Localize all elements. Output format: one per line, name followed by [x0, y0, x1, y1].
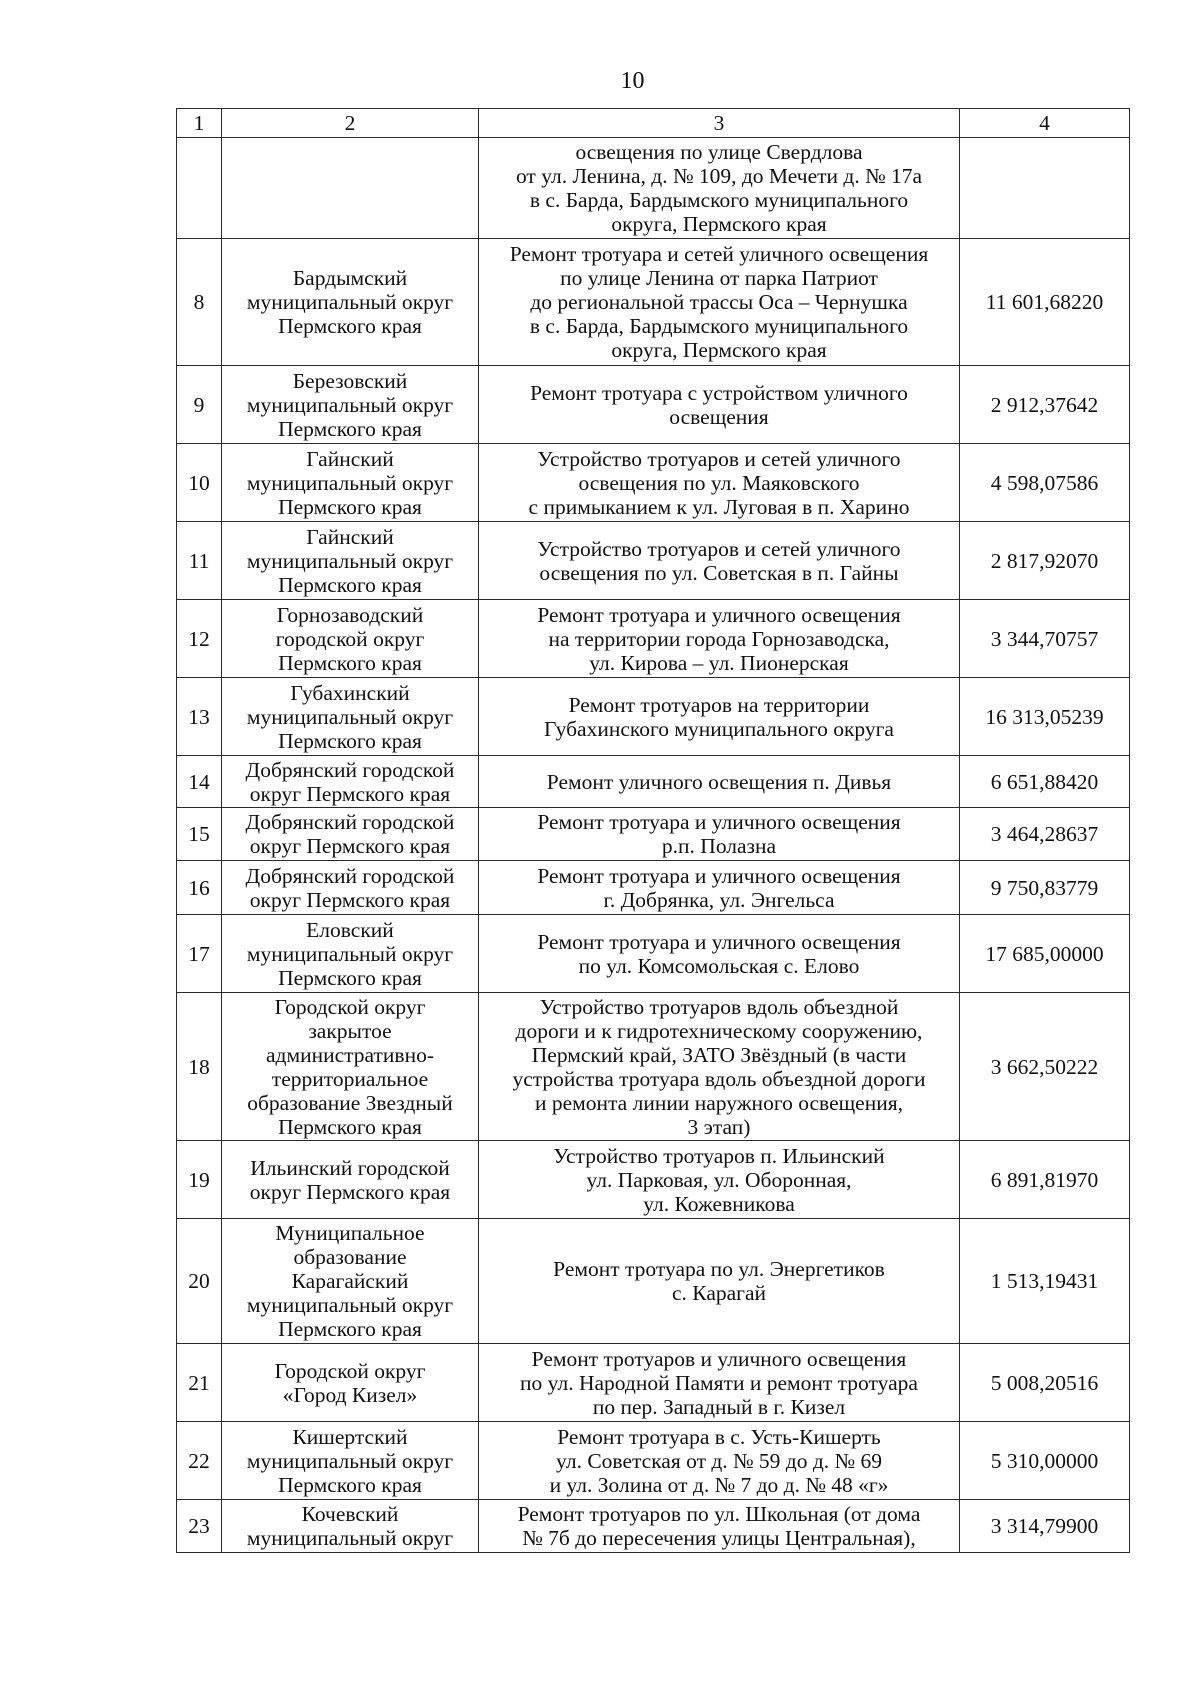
row-number: 23	[177, 1500, 222, 1553]
row-amount: 6 651,88420	[960, 756, 1130, 808]
row-description: Ремонт тротуаров по ул. Школьная (от дома № 7б до пересечения улицы Центральная),	[479, 1500, 960, 1553]
row-amount: 2 912,37642	[960, 366, 1130, 444]
row-organization: Городской округ закрытое административно- территориальное образование Звездный Пермского края	[222, 993, 479, 1141]
row-amount: 3 662,50222	[960, 993, 1130, 1141]
row-organization: Кишертский муниципальный округ Пермского края	[222, 1422, 479, 1500]
row-organization: Муниципальное образование Карагайский муниципальный округ Пермского края	[222, 1219, 479, 1344]
table-row	[177, 756, 1130, 808]
table-row	[177, 239, 1130, 366]
row-number: 11	[177, 522, 222, 600]
row-number: 8	[177, 239, 222, 366]
row-amount: 5 310,00000	[960, 1422, 1130, 1500]
row-number: 18	[177, 993, 222, 1141]
row-organization: Добрянский городской округ Пермского края	[222, 808, 479, 861]
table-row	[177, 1422, 1130, 1500]
row-amount: 6 891,81970	[960, 1141, 1130, 1219]
row-description: Ремонт тротуара с устройством уличного освещения	[479, 366, 960, 444]
row-organization: Березовский муниципальный округ Пермского края	[222, 366, 479, 444]
row-organization: Добрянский городской округ Пермского края	[222, 756, 479, 808]
row-amount: 5 008,20516	[960, 1344, 1130, 1422]
header-cell-amount: 4	[960, 109, 1130, 138]
row-amount	[960, 138, 1130, 239]
row-description: Ремонт тротуара и сетей уличного освещения по улице Ленина от парка Патриот до региональной трассы Оса – Чернушка в с. Барда, Бардымского муниципального округа, Пермского края	[479, 239, 960, 366]
row-organization: Ильинский городской округ Пермского края	[222, 1141, 479, 1219]
row-number: 16	[177, 861, 222, 915]
row-number: 22	[177, 1422, 222, 1500]
row-organization: Гайнский муниципальный округ Пермского края	[222, 444, 479, 522]
row-organization: Горнозаводский городской округ Пермского края	[222, 600, 479, 678]
row-amount: 9 750,83779	[960, 861, 1130, 915]
table-row	[177, 444, 1130, 522]
row-description: Ремонт тротуаров и уличного освещения по ул. Народной Памяти и ремонт тротуара по пер. Западный в г. Кизел	[479, 1344, 960, 1422]
row-description: освещения по улице Свердлова от ул. Ленина, д. № 109, до Мечети д. № 17а в с. Барда, Бардымского муниципального округа, Пермского края	[479, 138, 960, 239]
row-description: Ремонт тротуара в с. Усть-Кишерть ул. Советская от д. № 59 до д. № 69 и ул. Золина от д. № 7 до д. № 48 «г»	[479, 1422, 960, 1500]
header-cell-number: 1	[177, 109, 222, 138]
row-organization: Бардымский муниципальный округ Пермского края	[222, 239, 479, 366]
row-amount: 3 344,70757	[960, 600, 1130, 678]
row-description: Ремонт тротуаров на территории Губахинского муниципального округа	[479, 678, 960, 756]
row-number: 9	[177, 366, 222, 444]
row-number: 12	[177, 600, 222, 678]
table-row	[177, 1141, 1130, 1219]
header-cell-organization: 2	[222, 109, 479, 138]
header-cell-description: 3	[479, 109, 960, 138]
page-number: 10	[620, 68, 645, 94]
row-organization: Городской округ «Город Кизел»	[222, 1344, 479, 1422]
table-row	[177, 678, 1130, 756]
table-row	[177, 366, 1130, 444]
row-amount: 1 513,19431	[960, 1219, 1130, 1344]
row-organization: Кочевский муниципальный округ	[222, 1500, 479, 1553]
row-description: Ремонт уличного освещения п. Дивья	[479, 756, 960, 808]
row-description: Ремонт тротуара и уличного освещения на территории города Горнозаводска, ул. Кирова – ул. Пионерская	[479, 600, 960, 678]
table-row	[177, 138, 1130, 239]
table-row	[177, 861, 1130, 915]
row-amount: 4 598,07586	[960, 444, 1130, 522]
row-number: 20	[177, 1219, 222, 1344]
table-row	[177, 993, 1130, 1141]
table-header-row	[177, 109, 1130, 138]
table-row	[177, 1500, 1130, 1553]
table-row	[177, 600, 1130, 678]
row-description: Ремонт тротуара и уличного освещения р.п. Полазна	[479, 808, 960, 861]
row-description: Устройство тротуаров и сетей уличного освещения по ул. Маяковского с примыканием к ул. Луговая в п. Харино	[479, 444, 960, 522]
row-description: Устройство тротуаров вдоль объездной дороги и к гидротехническому сооружению, Пермский край, ЗАТО Звёздный (в части устройства тротуара вдоль объездной дороги и ремонта линии наружного освещения, 3 этап)	[479, 993, 960, 1141]
funding-table	[176, 108, 1130, 1553]
row-description: Ремонт тротуара по ул. Энергетиков с. Карагай	[479, 1219, 960, 1344]
row-organization: Добрянский городской округ Пермского края	[222, 861, 479, 915]
row-description: Устройство тротуаров п. Ильинский ул. Парковая, ул. Оборонная, ул. Кожевникова	[479, 1141, 960, 1219]
row-amount: 2 817,92070	[960, 522, 1130, 600]
table-row	[177, 915, 1130, 993]
row-amount: 16 313,05239	[960, 678, 1130, 756]
row-organization: Губахинский муниципальный округ Пермского края	[222, 678, 479, 756]
row-number	[177, 138, 222, 239]
row-organization: Гайнский муниципальный округ Пермского края	[222, 522, 479, 600]
row-number: 15	[177, 808, 222, 861]
row-organization	[222, 138, 479, 239]
row-description: Устройство тротуаров и сетей уличного освещения по ул. Советская в п. Гайны	[479, 522, 960, 600]
row-organization: Еловский муниципальный округ Пермского края	[222, 915, 479, 993]
row-number: 10	[177, 444, 222, 522]
row-number: 19	[177, 1141, 222, 1219]
row-number: 21	[177, 1344, 222, 1422]
row-number: 13	[177, 678, 222, 756]
table-row	[177, 1344, 1130, 1422]
row-number: 14	[177, 756, 222, 808]
table-row	[177, 1219, 1130, 1344]
row-amount: 11 601,68220	[960, 239, 1130, 366]
table-row	[177, 808, 1130, 861]
row-number: 17	[177, 915, 222, 993]
row-description: Ремонт тротуара и уличного освещения г. Добрянка, ул. Энгельса	[479, 861, 960, 915]
table-row	[177, 522, 1130, 600]
row-amount: 3 314,79900	[960, 1500, 1130, 1553]
row-amount: 3 464,28637	[960, 808, 1130, 861]
row-description: Ремонт тротуара и уличного освещения по ул. Комсомольская с. Елово	[479, 915, 960, 993]
row-amount: 17 685,00000	[960, 915, 1130, 993]
